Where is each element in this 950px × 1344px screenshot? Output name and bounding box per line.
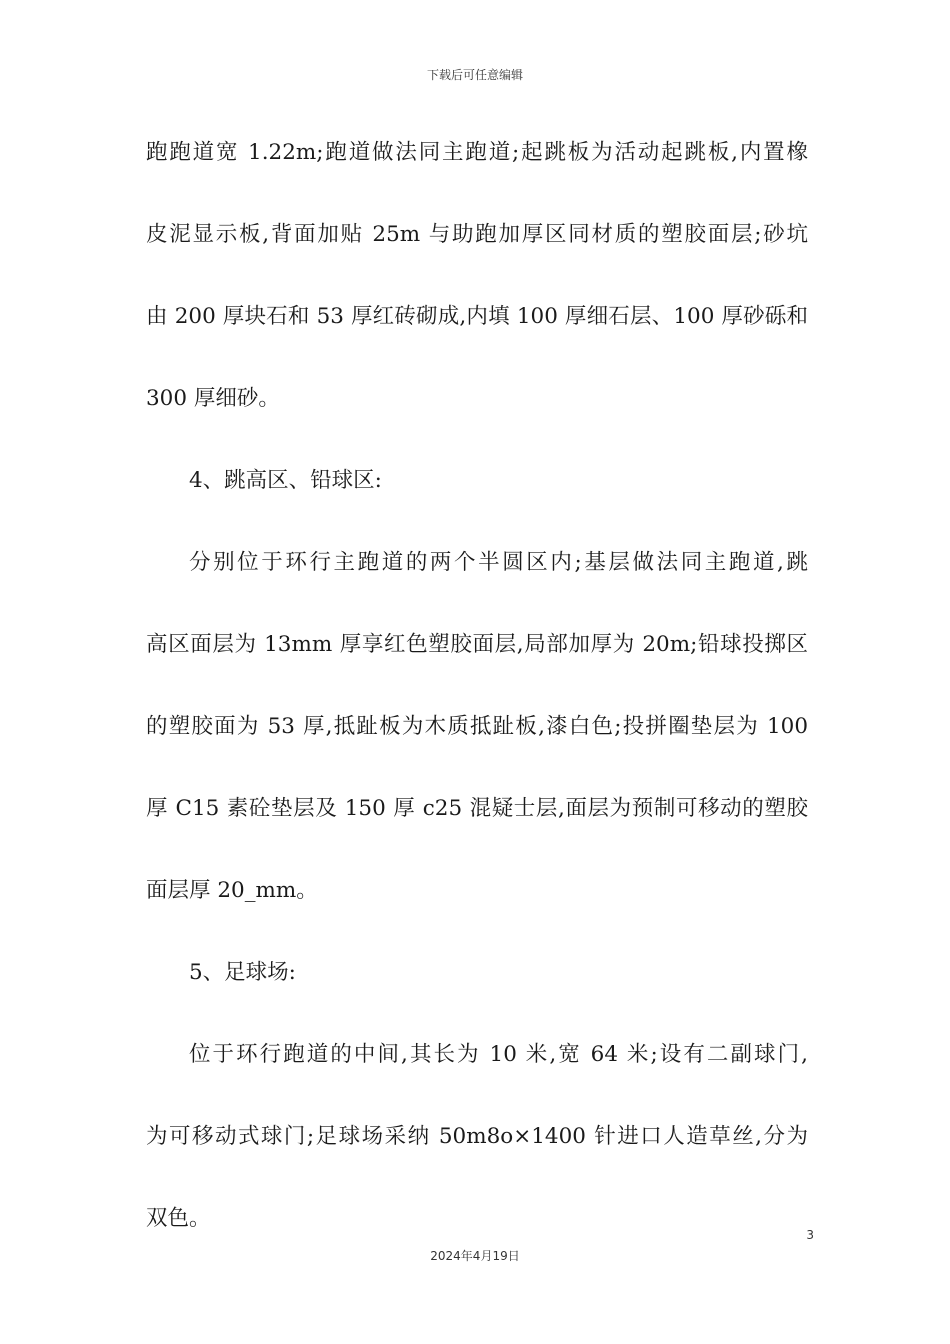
page-header: 下载后可任意编辑: [426, 68, 523, 82]
body-line: 为可移动式球门;足球场采纳 50m8o×1400 针进口人造草丝,分为: [146, 1124, 808, 1149]
body-line: 皮泥显示板,背面加贴 25m 与助跑加厚区同材质的塑胶面层;砂坑: [146, 222, 808, 247]
body-line: 厚 C15 素砼垫层及 150 厚 c25 混疑士层,面层为预制可移动的塑胶: [146, 796, 808, 821]
footer-date: 2024年4月19日: [430, 1249, 520, 1263]
body-line: 的塑胶面为 53 厚,抵趾板为木质抵趾板,漆白色;投拼圈垫层为 100: [146, 714, 808, 739]
body-line: 由 200 厚块石和 53 厚红砖砌成,内填 100 厚细石层、100 厚砂砾和: [146, 304, 808, 329]
page-number: 3: [806, 1228, 814, 1242]
body-line: 300 厚细砂。: [146, 386, 280, 411]
section-heading: 4、跳高区、铅球区:: [189, 468, 382, 493]
body-line: 跑跑道宽 1.22m;跑道做法同主跑道;起跳板为活动起跳板,内置橡: [146, 140, 808, 165]
body-line: 位于环行跑道的中间,其长为 10 米,宽 64 米;设有二副球门,: [189, 1042, 808, 1067]
body-line: 面层厚 20_mm。: [146, 878, 318, 903]
document-body: [146, 130, 808, 1278]
section-heading: 5、足球场:: [189, 960, 296, 985]
body-line: 分别位于环行主跑道的两个半圆区内;基层做法同主跑道,跳: [189, 550, 808, 575]
body-line: 双色。: [146, 1206, 211, 1231]
body-line: 高区面层为 13mm 厚享红色塑胶面层,局部加厚为 20m;铅球投掷区: [146, 632, 808, 657]
